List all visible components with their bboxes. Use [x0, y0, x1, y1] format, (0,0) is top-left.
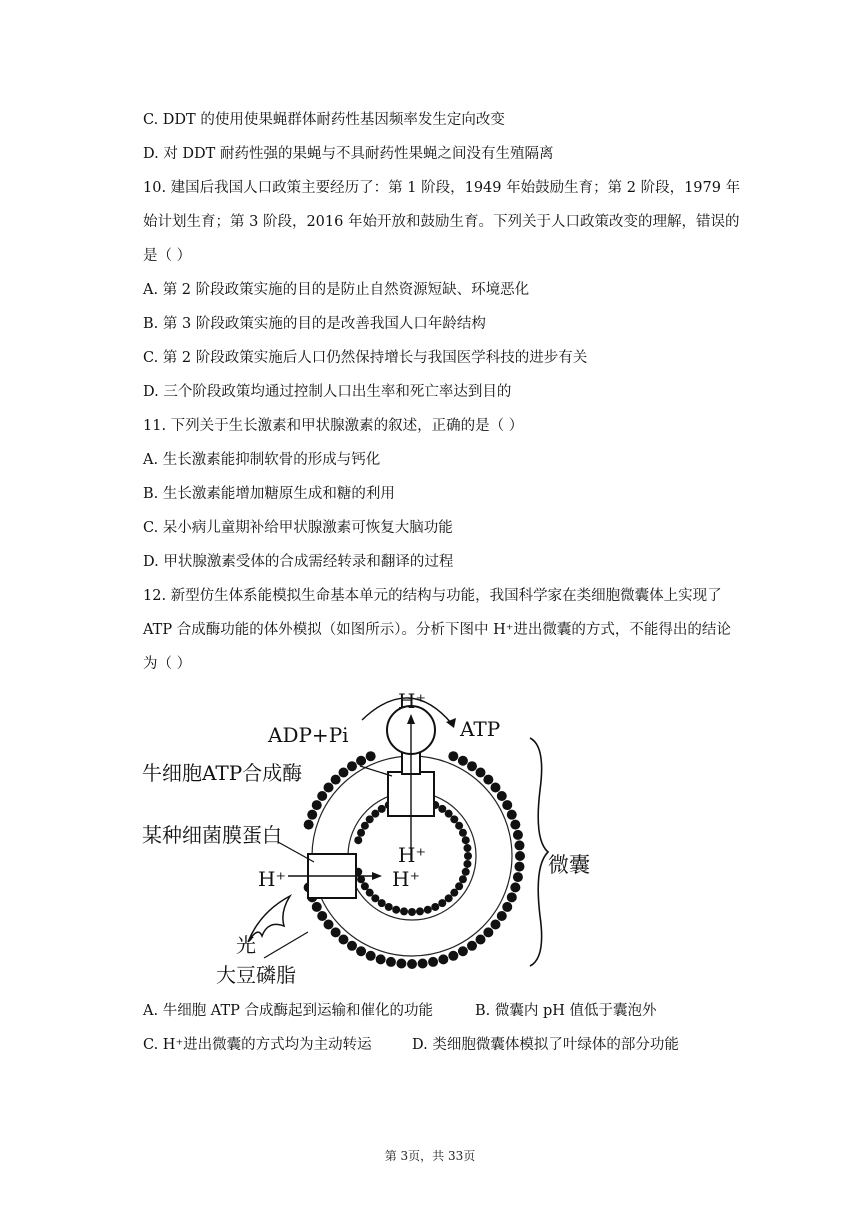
fig-label-h-top: H⁺: [398, 689, 426, 713]
vesicle-brace: [530, 738, 548, 966]
q10-stem-line-1: 10. 建国后我国人口政策主要经历了：第 1 阶段，1949 年始鼓励生育；第 2 阶段，1979 年: [143, 180, 741, 196]
atp-synthase-vesicle-figure: [130, 680, 610, 990]
q12-option-b: B. 微囊内 pH 值低于囊泡外: [475, 1003, 657, 1019]
q10-stem-line-2: 始计划生育；第 3 阶段，2016 年始开放和鼓励生育。下列关于人口政策改变的理解，错误的: [143, 214, 740, 230]
q9-option-d: D. 对 DDT 耐药性强的果蝇与不具耐药性果蝇之间没有生殖隔离: [143, 146, 554, 162]
q12-option-d: D. 类细胞微囊体模拟了叶绿体的部分功能: [412, 1037, 679, 1053]
q12-stem-line-1: 12. 新型仿生体系能模拟生命基本单元的结构与功能，我国科学家在类细胞微囊体上实现了: [143, 588, 722, 604]
q12-option-c: C. H⁺进出微囊的方式均为主动转运: [143, 1037, 372, 1053]
q11-option-a: A. 生长激素能抑制软骨的形成与钙化: [143, 452, 381, 468]
fig-label-h-left: H⁺: [258, 867, 286, 891]
fig-label-soy-lipid: 大豆磷脂: [216, 963, 296, 987]
fig-label-adp-pi: ADP+Pi: [268, 723, 349, 747]
q9-option-c: C. DDT 的使用使果蝇群体耐药性基因频率发生定向改变: [143, 112, 505, 128]
q10-option-d: D. 三个阶段政策均通过控制人口出生率和死亡率达到目的: [143, 384, 512, 400]
fig-label-vesicle: 微囊: [548, 853, 590, 877]
q11-option-c: C. 呆小病儿童期补给甲状腺激素可恢复大脑功能: [143, 520, 453, 536]
fig-label-atp: ATP: [460, 717, 501, 741]
fig-label-light: 光: [236, 933, 256, 957]
page-footer: 第 3页，共 33页: [384, 1149, 476, 1163]
q10-option-c: C. 第 2 阶段政策实施后人口仍然保持增长与我国医学科技的进步有关: [143, 350, 588, 366]
q10-stem-line-3: 是（ ）: [143, 248, 192, 264]
fig-label-bacteria-protein: 某种细菌膜蛋白: [142, 823, 282, 847]
q12-stem-line-2: ATP 合成酶功能的体外模拟（如图所示）。分析下图中 H⁺进出微囊的方式，不能得出的结论: [143, 622, 731, 638]
q10-option-a: A. 第 2 阶段政策实施的目的是防止自然资源短缺、环境恶化: [143, 282, 530, 298]
fig-label-h-right: H⁺: [392, 867, 420, 891]
fig-label-enzyme: 牛细胞ATP合成酶: [142, 761, 303, 785]
q10-option-b: B. 第 3 阶段政策实施的目的是改善我国人口年龄结构: [143, 316, 486, 332]
q11-option-b: B. 生长激素能增加糖原生成和糖的利用: [143, 486, 395, 502]
fig-label-h-inner: H⁺: [398, 843, 426, 867]
q11-option-d: D. 甲状腺激素受体的合成需经转录和翻译的过程: [143, 554, 454, 570]
q12-option-a: A. 牛细胞 ATP 合成酶起到运输和催化的功能: [143, 1003, 434, 1019]
q12-stem-line-3: 为（ ）: [143, 656, 192, 672]
q11-stem: 11. 下列关于生长激素和甲状腺激素的叙述，正确的是（ ）: [143, 418, 524, 434]
